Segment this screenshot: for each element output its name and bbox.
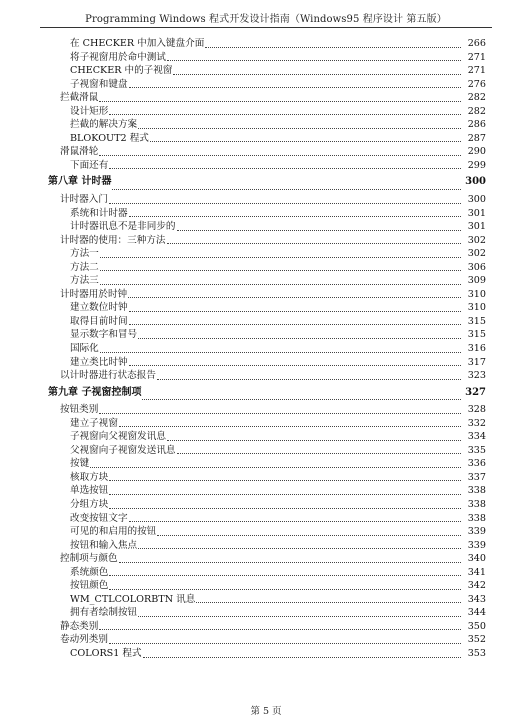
toc-entry-page: 344 bbox=[467, 607, 486, 619]
toc-entry-page: 276 bbox=[467, 78, 486, 90]
header-divider bbox=[40, 27, 492, 28]
toc-entry[interactable] bbox=[48, 207, 486, 221]
toc-entry-page: 339 bbox=[467, 539, 486, 551]
dot-leader bbox=[138, 616, 461, 617]
toc-entry-page: 352 bbox=[467, 634, 486, 646]
toc-entry-page: 302 bbox=[467, 234, 486, 246]
dot-leader bbox=[138, 128, 461, 129]
toc-entry-title: 静态类别 bbox=[60, 620, 99, 632]
toc-entry-title: 父视窗向子视窗发送讯息 bbox=[70, 444, 176, 456]
toc-entry-page: 282 bbox=[467, 92, 486, 104]
toc-entry-page: 338 bbox=[467, 485, 486, 497]
dot-leader bbox=[100, 352, 461, 353]
toc-entry[interactable] bbox=[48, 315, 486, 329]
toc-entry[interactable] bbox=[48, 234, 486, 248]
dot-leader bbox=[99, 101, 461, 102]
toc-entry-title: 第九章 子视窗控制项 bbox=[48, 386, 142, 398]
toc-entry-title: 显示数字和冒号 bbox=[70, 329, 138, 341]
page-number-footer: 第 5 页 bbox=[250, 706, 282, 717]
dot-leader bbox=[99, 629, 461, 630]
toc-entry-title: 滑鼠滑轮 bbox=[60, 146, 99, 158]
toc-entry[interactable] bbox=[48, 159, 486, 173]
dot-leader bbox=[109, 203, 461, 204]
dot-leader bbox=[129, 216, 461, 217]
toc-entry[interactable] bbox=[48, 620, 486, 634]
dot-leader bbox=[109, 643, 461, 644]
toc-entry-page: 271 bbox=[467, 65, 486, 77]
toc-entry[interactable] bbox=[48, 593, 486, 607]
dot-leader bbox=[128, 297, 461, 298]
toc-entry[interactable] bbox=[48, 356, 486, 370]
toc-entry-page: 301 bbox=[467, 221, 486, 233]
dot-leader bbox=[157, 379, 461, 380]
toc-entry-page: 287 bbox=[467, 132, 486, 144]
toc-entry-title: 方法一 bbox=[70, 248, 99, 260]
dot-leader bbox=[99, 413, 461, 414]
toc-entry-title: 控制项与颜色 bbox=[60, 553, 118, 565]
toc-entry[interactable] bbox=[48, 403, 486, 417]
toc-entry-title: 卷动列类别 bbox=[60, 634, 108, 646]
toc-entry-page: 316 bbox=[467, 342, 486, 354]
toc-chapter-entry[interactable] bbox=[48, 172, 486, 193]
toc-entry[interactable] bbox=[48, 512, 486, 526]
toc-entry-page: 338 bbox=[467, 512, 486, 524]
toc-entry-page: 340 bbox=[467, 553, 486, 565]
toc-entry-page: 310 bbox=[467, 288, 486, 300]
dot-leader bbox=[100, 284, 461, 285]
toc-entry-title: 方法二 bbox=[70, 261, 99, 273]
toc-entry[interactable] bbox=[48, 444, 486, 458]
toc-entry-page: 334 bbox=[467, 431, 486, 443]
toc-entry-title: 计时器的使用：三种方法 bbox=[60, 234, 166, 246]
toc-entry[interactable] bbox=[48, 145, 486, 159]
toc-entry-page: 271 bbox=[467, 51, 486, 63]
dot-leader bbox=[129, 311, 461, 312]
toc-entry-title: 子视窗和键盘 bbox=[70, 78, 128, 90]
toc-entry-title: 国际化 bbox=[70, 342, 99, 354]
toc-entry-page: 336 bbox=[467, 458, 486, 470]
toc-entry-page: 309 bbox=[467, 275, 486, 287]
dot-leader bbox=[112, 189, 461, 190]
toc-entry[interactable] bbox=[48, 328, 486, 342]
toc-entry-page: 315 bbox=[467, 329, 486, 341]
toc-entry-title: 按钮和输入焦点 bbox=[70, 539, 138, 551]
toc-entry-title: 拦截的解决方案 bbox=[70, 119, 138, 131]
toc-entry-title: 按钮类别 bbox=[60, 404, 99, 416]
dot-leader bbox=[167, 243, 461, 244]
toc-entry-page: 306 bbox=[467, 261, 486, 273]
toc-entry[interactable] bbox=[48, 430, 486, 444]
toc-entry-title: 取得目前时间 bbox=[70, 315, 128, 327]
toc-entry-page: 317 bbox=[467, 356, 486, 368]
toc-entry-page: 301 bbox=[467, 207, 486, 219]
toc-entry[interactable] bbox=[48, 193, 486, 207]
dot-leader bbox=[109, 575, 461, 576]
toc-entry-page: 341 bbox=[467, 566, 486, 578]
dot-leader bbox=[90, 467, 461, 468]
toc-entry-title: 第八章 计时器 bbox=[48, 176, 112, 188]
toc-entry-title: 单选按钮 bbox=[70, 485, 109, 497]
dot-leader bbox=[100, 270, 461, 271]
toc-entry-title: 可见的和启用的按钮 bbox=[70, 526, 157, 538]
toc-entry[interactable] bbox=[48, 471, 486, 485]
toc-entry[interactable] bbox=[48, 525, 486, 539]
toc-entry[interactable] bbox=[48, 579, 486, 593]
toc-entry-title: 方法三 bbox=[70, 275, 99, 287]
toc-entry-page: 335 bbox=[467, 444, 486, 456]
toc-entry-page: 299 bbox=[467, 159, 486, 171]
toc-entry[interactable] bbox=[48, 498, 486, 512]
dot-leader bbox=[205, 47, 461, 48]
toc-entry-page: 327 bbox=[465, 386, 486, 398]
dot-leader bbox=[129, 324, 461, 325]
toc-entry[interactable] bbox=[48, 288, 486, 302]
toc-entry-title: COLORS1 程式 bbox=[70, 647, 142, 659]
toc-entry-title: 系统颜色 bbox=[70, 566, 109, 578]
toc-entry-page: 338 bbox=[467, 498, 486, 510]
dot-leader bbox=[109, 508, 461, 509]
toc-entry[interactable] bbox=[48, 274, 486, 288]
dot-leader bbox=[177, 230, 461, 231]
toc-entry[interactable] bbox=[48, 457, 486, 471]
toc-entry[interactable] bbox=[48, 342, 486, 356]
toc-entry-page: 342 bbox=[467, 580, 486, 592]
toc-entry-title: 核取方块 bbox=[70, 471, 109, 483]
toc-entry-page: 323 bbox=[467, 370, 486, 382]
toc-entry-title: CHECKER 中的子视窗 bbox=[70, 65, 173, 77]
toc-entry[interactable] bbox=[48, 132, 486, 146]
dot-leader bbox=[150, 141, 461, 142]
toc-entry[interactable] bbox=[48, 633, 486, 647]
toc-entry-title: 按键 bbox=[70, 458, 90, 470]
toc-entry-title: 系统和计时器 bbox=[70, 207, 128, 219]
toc-entry-title: WM_CTLCOLORBTN 讯息 bbox=[70, 593, 196, 605]
toc-entry-page: 300 bbox=[467, 193, 486, 205]
toc-entry-page: 290 bbox=[467, 146, 486, 158]
toc-entry-page: 266 bbox=[467, 38, 486, 49]
toc-entry[interactable] bbox=[48, 552, 486, 566]
toc-entry[interactable] bbox=[48, 606, 486, 620]
running-header: Programming Windows 程式开发设计指南（Windows95 程序设计 第五版） bbox=[85, 14, 447, 25]
dot-leader bbox=[109, 114, 461, 115]
toc-entry-title: 分组方块 bbox=[70, 498, 109, 510]
toc-entry-title: 下面还有 bbox=[70, 159, 109, 171]
dot-leader bbox=[196, 602, 461, 603]
toc-entry[interactable] bbox=[48, 51, 486, 65]
toc-entry[interactable] bbox=[48, 539, 486, 553]
toc-entry[interactable] bbox=[48, 484, 486, 498]
toc-entry-page: 315 bbox=[467, 315, 486, 327]
dot-leader bbox=[177, 453, 461, 454]
table-of-contents bbox=[48, 37, 486, 661]
dot-leader bbox=[167, 60, 461, 61]
toc-entry-page: 343 bbox=[467, 593, 486, 605]
dot-leader bbox=[109, 589, 461, 590]
toc-entry-title: 计时器讯息不是非同步的 bbox=[70, 221, 176, 233]
toc-entry-title: 拥有者绘制按钮 bbox=[70, 607, 138, 619]
dot-leader bbox=[173, 74, 461, 75]
dot-leader bbox=[109, 494, 461, 495]
toc-entry-page: 350 bbox=[467, 620, 486, 632]
dot-leader bbox=[143, 657, 461, 658]
dot-leader bbox=[129, 521, 461, 522]
dot-leader bbox=[99, 155, 461, 156]
toc-entry-title: 建立类比时钟 bbox=[70, 356, 128, 368]
toc-entry[interactable] bbox=[48, 91, 486, 105]
toc-entry[interactable] bbox=[48, 417, 486, 431]
dot-leader bbox=[129, 365, 461, 366]
toc-entry-title: 将子视窗用於命中测试 bbox=[70, 51, 166, 63]
toc-entry[interactable] bbox=[48, 37, 486, 51]
toc-entry[interactable] bbox=[48, 301, 486, 315]
toc-entry[interactable] bbox=[48, 566, 486, 580]
dot-leader bbox=[129, 87, 461, 88]
toc-entry[interactable] bbox=[48, 105, 486, 119]
toc-entry-title: 拦截滑鼠 bbox=[60, 92, 99, 104]
toc-entry-title: 计时器入门 bbox=[60, 193, 108, 205]
toc-entry-title: BLOKOUT2 程式 bbox=[70, 132, 149, 144]
toc-entry-page: 332 bbox=[467, 417, 486, 429]
toc-entry-title: 建立数位时钟 bbox=[70, 302, 128, 314]
toc-entry-page: 300 bbox=[465, 176, 486, 188]
toc-entry-title: 计时器用於时钟 bbox=[60, 288, 128, 300]
toc-entry[interactable] bbox=[48, 220, 486, 234]
toc-entry-page: 328 bbox=[467, 404, 486, 416]
toc-entry[interactable] bbox=[48, 118, 486, 132]
toc-entry-title: 子视窗向父视窗发讯息 bbox=[70, 431, 166, 443]
toc-entry-title: 建立子视窗 bbox=[70, 417, 118, 429]
toc-entry-page: 339 bbox=[467, 526, 486, 538]
toc-entry[interactable] bbox=[48, 261, 486, 275]
toc-entry-title: 改变按钮文字 bbox=[70, 512, 128, 524]
dot-leader bbox=[138, 548, 461, 549]
toc-entry[interactable] bbox=[48, 78, 486, 92]
dot-leader bbox=[119, 426, 461, 427]
toc-entry-title: 在 CHECKER 中加入键盘介面 bbox=[70, 38, 205, 49]
dot-leader bbox=[142, 399, 461, 400]
dot-leader bbox=[119, 562, 461, 563]
toc-entry-page: 302 bbox=[467, 248, 486, 260]
toc-entry[interactable] bbox=[48, 369, 486, 383]
toc-entry-page: 282 bbox=[467, 105, 486, 117]
toc-entry-page: 353 bbox=[467, 647, 486, 659]
dot-leader bbox=[167, 440, 461, 441]
toc-entry[interactable] bbox=[48, 647, 486, 661]
toc-entry[interactable] bbox=[48, 64, 486, 78]
dot-leader bbox=[138, 338, 461, 339]
toc-chapter-entry[interactable] bbox=[48, 383, 486, 404]
toc-entry[interactable] bbox=[48, 247, 486, 261]
dot-leader bbox=[109, 168, 461, 169]
toc-entry-page: 286 bbox=[467, 119, 486, 131]
dot-leader bbox=[109, 480, 461, 481]
toc-entry-page: 310 bbox=[467, 302, 486, 314]
toc-entry-title: 以计时器进行状态报告 bbox=[60, 370, 156, 382]
dot-leader bbox=[100, 257, 461, 258]
toc-entry-page: 337 bbox=[467, 471, 486, 483]
dot-leader bbox=[157, 535, 461, 536]
toc-entry-title: 按钮颜色 bbox=[70, 580, 109, 592]
toc-entry-title: 设计矩形 bbox=[70, 105, 109, 117]
